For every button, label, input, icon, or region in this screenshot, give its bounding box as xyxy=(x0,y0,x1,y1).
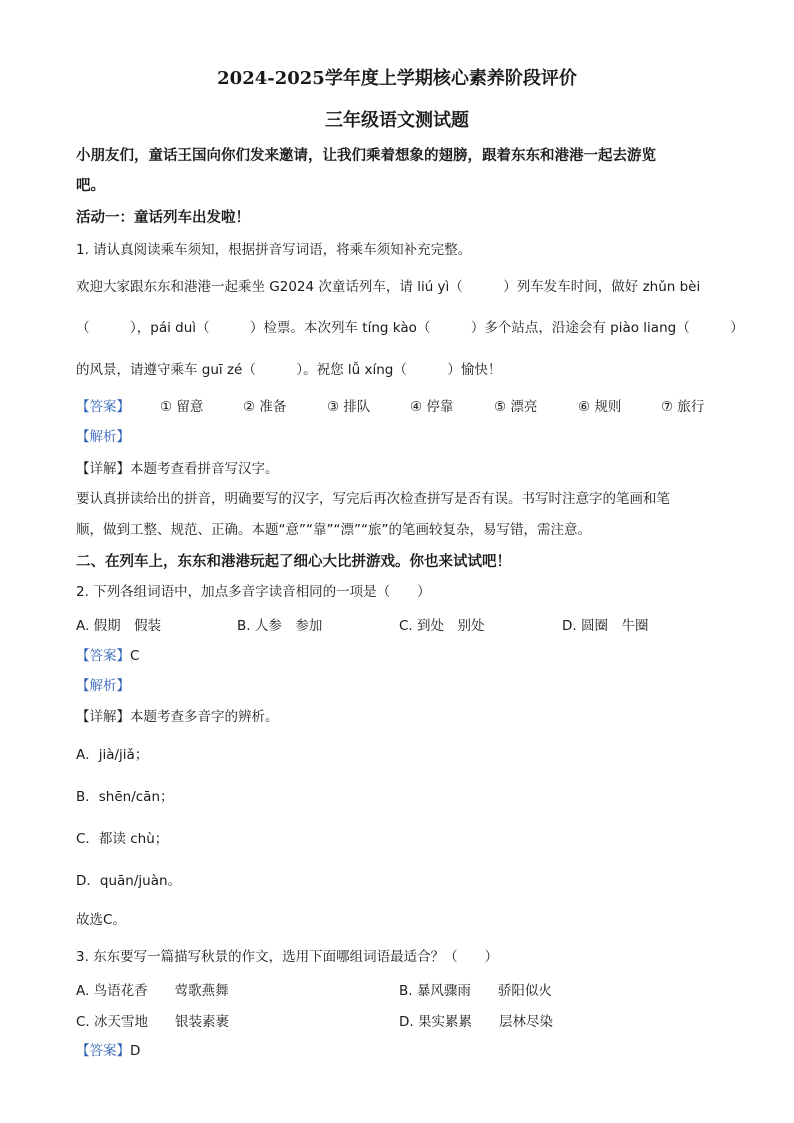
q2-option-a: A. 假期 假装 xyxy=(76,618,162,634)
q2-stem: 2. 下列各组词语中，加点多音字读音相同的一项是（ ） xyxy=(76,584,431,600)
answer-item: ① 留意 xyxy=(160,399,204,415)
q1-detail: 【详解】本题考查看拼音写汉字。 xyxy=(76,461,279,477)
q1-stem: 1. 请认真阅读乘车须知，根据拼音写词语，将乘车须知补充完整。 xyxy=(76,242,472,258)
q1-paragraph-line-3: 的风景，请遵守乘车 guī zé（ ）。祝您 lǚ xíng（ ）愉快！ xyxy=(76,362,502,378)
answer-item: ③ 排队 xyxy=(327,399,371,415)
document-title: 2024-2025学年度上学期核心素养阶段评价 xyxy=(217,68,577,89)
q1-explanation-line-2: 顺，做到工整、规范、正确。本题“意”“靠”“漂”“旅”的笔画较复杂，易写错，需注意。 xyxy=(76,522,591,538)
q3-answer xyxy=(76,1041,140,1061)
q1-paragraph-line-1: 欢迎大家跟东东和港港一起乘坐 G2024 次童话列车，请 liú yì（ ）列车发车时间，做好 zhǔn bèi xyxy=(76,279,701,295)
q2-conclusion: 故选C。 xyxy=(76,912,126,928)
answer-value: D xyxy=(130,1043,141,1059)
analysis-label: 【解析】 xyxy=(76,429,130,445)
q2-option-c: C. 到处 别处 xyxy=(399,618,485,634)
q2-analysis-d: D．quān/juàn。 xyxy=(76,873,182,889)
answer-label: 【答案】 xyxy=(76,1043,130,1059)
q2-option-b: B. 人参 参加 xyxy=(237,618,323,634)
q3-option-b: B. 暴风骤雨 骄阳似火 xyxy=(399,983,552,999)
intro-line-1: 小朋友们，童话王国向你们发来邀请，让我们乘着想象的翅膀，跟着东东和港港一起去游览 xyxy=(76,147,656,164)
activity-heading: 活动一：童话列车出发啦！ xyxy=(76,209,250,226)
q2-option-d: D. 圆圈 牛圈 xyxy=(562,618,649,634)
q3-option-a: A. 鸟语花香 莺歌燕舞 xyxy=(76,983,229,999)
answer-value: C xyxy=(130,648,140,664)
q2-analysis-a: A．jià/jiǎ； xyxy=(76,747,149,763)
q2-detail: 【详解】本题考查多音字的辨析。 xyxy=(76,709,279,725)
answer-item: ④ 停靠 xyxy=(410,399,454,415)
intro-line-2: 吧。 xyxy=(76,177,105,194)
section-heading: 二、在列车上，东东和港港玩起了细心大比拼游戏。你也来试试吧！ xyxy=(76,553,511,570)
q3-option-c: C. 冰天雪地 银装素裹 xyxy=(76,1014,230,1030)
q1-paragraph-line-2: （ ），pái duì（ ）检票。本次列车 tíng kào（ ）多个站点，沿途会有 piào liang（ ） xyxy=(76,320,744,336)
document-subtitle: 三年级语文测试题 xyxy=(325,110,469,131)
q3-option-d: D. 果实累累 层林尽染 xyxy=(399,1014,553,1030)
answer-item: ⑥ 规则 xyxy=(578,399,622,415)
q2-analysis-b: B．shēn/cān； xyxy=(76,789,174,805)
analysis-label: 【解析】 xyxy=(76,678,130,694)
answer-item: ⑦ 旅行 xyxy=(661,399,705,415)
q1-explanation-line-1: 要认真拼读给出的拼音，明确要写的汉字，写完后再次检查拼写是否有误。书写时注意字的笔画和笔 xyxy=(76,491,670,507)
answer-item: ② 准备 xyxy=(243,399,287,415)
q2-answer xyxy=(76,646,139,666)
answer-label: 【答案】 xyxy=(76,648,130,664)
answer-label: 【答案】 xyxy=(76,399,130,415)
q2-analysis-c: C．都读 chù； xyxy=(76,831,169,847)
q3-stem: 3. 东东要写一篇描写秋景的作文，选用下面哪组词语最适合？（ ） xyxy=(76,949,499,965)
answer-item: ⑤ 漂亮 xyxy=(494,399,538,415)
